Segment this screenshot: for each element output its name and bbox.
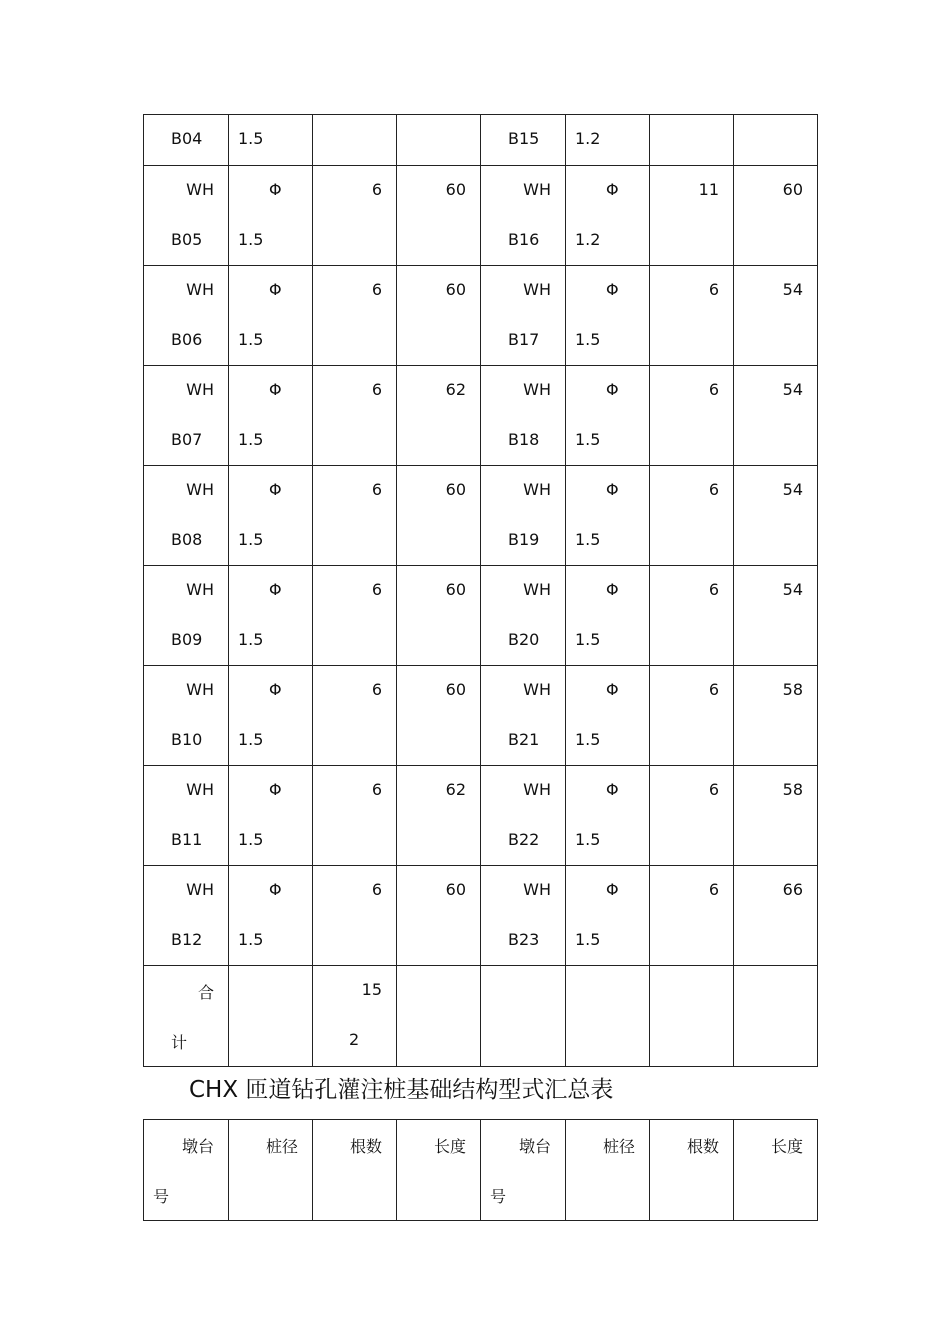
length-value: 54 bbox=[782, 380, 803, 399]
cell-text: 1.5 bbox=[238, 129, 264, 148]
table-cell bbox=[144, 115, 229, 166]
empty-cell bbox=[734, 966, 818, 1067]
phi-symbol: Φ bbox=[269, 380, 282, 399]
table-row bbox=[144, 115, 818, 166]
pier-id-cell bbox=[144, 166, 229, 266]
phi-symbol: Φ bbox=[606, 380, 619, 399]
length-value: 60 bbox=[445, 280, 466, 299]
phi-symbol: Φ bbox=[269, 480, 282, 499]
phi-symbol: Φ bbox=[269, 680, 282, 699]
length-value: 58 bbox=[782, 780, 803, 799]
pier-prefix: WH bbox=[186, 180, 214, 199]
length-value: 54 bbox=[782, 580, 803, 599]
pier-prefix: WH bbox=[523, 380, 551, 399]
header-count-cell: 根数 bbox=[313, 1120, 397, 1221]
pier-id: B19 bbox=[508, 530, 540, 549]
total-count: 15 bbox=[361, 980, 382, 999]
length-cell bbox=[734, 766, 818, 866]
count-value: 6 bbox=[708, 680, 719, 699]
empty-cell bbox=[650, 966, 734, 1067]
table-row bbox=[144, 266, 818, 366]
summary-header-table bbox=[143, 1119, 818, 1221]
pier-id-cell bbox=[481, 166, 566, 266]
length-cell bbox=[734, 466, 818, 566]
diameter-cell bbox=[566, 266, 650, 366]
phi-symbol: Φ bbox=[606, 780, 619, 799]
pier-prefix: WH bbox=[186, 380, 214, 399]
pier-id-cell bbox=[144, 266, 229, 366]
diameter-cell bbox=[566, 366, 650, 466]
length-value: 58 bbox=[782, 680, 803, 699]
length-value: 60 bbox=[445, 680, 466, 699]
length-cell bbox=[734, 666, 818, 766]
count-value: 6 bbox=[371, 880, 382, 899]
diameter-value: 1.5 bbox=[575, 330, 601, 349]
count-value: 6 bbox=[708, 280, 719, 299]
pier-id-cell bbox=[481, 866, 566, 966]
count-value: 6 bbox=[371, 780, 382, 799]
empty-cell bbox=[566, 966, 650, 1067]
header-count-cell: 根数 bbox=[650, 1120, 734, 1221]
count-value: 6 bbox=[708, 780, 719, 799]
table-caption: CHX 匝道钻孔灌注桩基础结构型式汇总表 bbox=[189, 1077, 614, 1103]
table-row bbox=[144, 166, 818, 266]
table-row bbox=[144, 666, 818, 766]
count-cell bbox=[313, 466, 397, 566]
diameter-cell bbox=[566, 466, 650, 566]
pier-prefix: WH bbox=[523, 780, 551, 799]
pier-id: B20 bbox=[508, 630, 540, 649]
diameter-value: 1.5 bbox=[238, 830, 264, 849]
pier-id: B06 bbox=[171, 330, 203, 349]
empty-cell bbox=[229, 966, 313, 1067]
pier-prefix: WH bbox=[523, 280, 551, 299]
pier-prefix: WH bbox=[523, 580, 551, 599]
diameter-value: 1.5 bbox=[575, 930, 601, 949]
table-cell bbox=[650, 115, 734, 166]
count-value: 6 bbox=[708, 480, 719, 499]
pier-id-cell bbox=[481, 566, 566, 666]
pier-id: B17 bbox=[508, 330, 540, 349]
table-row bbox=[144, 866, 818, 966]
pier-id-cell bbox=[481, 266, 566, 366]
diameter-cell bbox=[229, 566, 313, 666]
count-cell bbox=[313, 566, 397, 666]
pier-id-cell bbox=[144, 766, 229, 866]
diameter-cell bbox=[229, 166, 313, 266]
length-value: 66 bbox=[782, 880, 803, 899]
diameter-cell bbox=[229, 466, 313, 566]
table-row bbox=[144, 466, 818, 566]
cell-text: B04 bbox=[171, 129, 203, 148]
table-cell bbox=[229, 115, 313, 166]
length-value: 60 bbox=[782, 180, 803, 199]
length-cell bbox=[397, 866, 481, 966]
length-value: 54 bbox=[782, 480, 803, 499]
count-value: 6 bbox=[708, 880, 719, 899]
table-row bbox=[144, 366, 818, 466]
pier-prefix: WH bbox=[186, 880, 214, 899]
pier-id: B10 bbox=[171, 730, 203, 749]
count-cell bbox=[313, 266, 397, 366]
phi-symbol: Φ bbox=[269, 880, 282, 899]
total-row bbox=[144, 966, 818, 1067]
pier-prefix: WH bbox=[523, 680, 551, 699]
diameter-value: 1.5 bbox=[238, 730, 264, 749]
length-value: 54 bbox=[782, 280, 803, 299]
length-value: 60 bbox=[445, 580, 466, 599]
diameter-cell bbox=[566, 166, 650, 266]
phi-symbol: Φ bbox=[269, 780, 282, 799]
table-cell bbox=[481, 115, 566, 166]
count-cell bbox=[650, 366, 734, 466]
length-value: 60 bbox=[445, 180, 466, 199]
count-cell bbox=[313, 866, 397, 966]
header-length-cell: 长度 bbox=[397, 1120, 481, 1221]
pier-id-cell bbox=[144, 666, 229, 766]
pier-prefix: WH bbox=[523, 480, 551, 499]
length-cell bbox=[397, 666, 481, 766]
length-cell bbox=[734, 266, 818, 366]
length-value: 62 bbox=[445, 380, 466, 399]
count-value: 6 bbox=[371, 580, 382, 599]
pier-prefix: WH bbox=[523, 880, 551, 899]
count-cell bbox=[313, 766, 397, 866]
length-cell bbox=[734, 166, 818, 266]
pier-id: B05 bbox=[171, 230, 203, 249]
count-value: 6 bbox=[371, 180, 382, 199]
table-cell bbox=[397, 115, 481, 166]
length-cell bbox=[734, 866, 818, 966]
diameter-cell bbox=[229, 866, 313, 966]
diameter-value: 1.5 bbox=[238, 430, 264, 449]
table-cell bbox=[566, 115, 650, 166]
length-cell bbox=[734, 566, 818, 666]
pier-id: B23 bbox=[508, 930, 540, 949]
length-cell bbox=[397, 166, 481, 266]
table-row bbox=[144, 766, 818, 866]
count-cell bbox=[650, 466, 734, 566]
total-label: 计 bbox=[171, 1033, 188, 1052]
pier-id-cell bbox=[144, 566, 229, 666]
diameter-value: 1.2 bbox=[575, 230, 601, 249]
pier-prefix: WH bbox=[186, 580, 214, 599]
count-cell bbox=[650, 266, 734, 366]
count-cell bbox=[313, 166, 397, 266]
diameter-value: 1.5 bbox=[238, 530, 264, 549]
length-value: 62 bbox=[445, 780, 466, 799]
header-diameter-cell: 桩径 bbox=[229, 1120, 313, 1221]
pier-id-cell bbox=[144, 866, 229, 966]
empty-cell bbox=[481, 966, 566, 1067]
header-pier-cell: 墩台 号 bbox=[144, 1120, 229, 1221]
diameter-value: 1.5 bbox=[238, 630, 264, 649]
diameter-value: 1.5 bbox=[238, 230, 264, 249]
pier-prefix: WH bbox=[186, 480, 214, 499]
count-cell bbox=[650, 166, 734, 266]
pier-id: B22 bbox=[508, 830, 540, 849]
header-pier-cell: 墩台 号 bbox=[481, 1120, 566, 1221]
diameter-cell bbox=[229, 266, 313, 366]
count-value: 6 bbox=[708, 380, 719, 399]
pier-id: B18 bbox=[508, 430, 540, 449]
length-cell bbox=[397, 566, 481, 666]
pier-id: B12 bbox=[171, 930, 203, 949]
count-value: 6 bbox=[371, 680, 382, 699]
phi-symbol: Φ bbox=[606, 680, 619, 699]
total-count: 2 bbox=[349, 1030, 360, 1049]
length-cell bbox=[397, 466, 481, 566]
table-row bbox=[144, 566, 818, 666]
length-value: 60 bbox=[445, 880, 466, 899]
phi-symbol: Φ bbox=[269, 180, 282, 199]
pier-prefix: WH bbox=[186, 280, 214, 299]
total-label: 合 bbox=[197, 983, 214, 1002]
pile-table bbox=[143, 114, 818, 1067]
diameter-cell bbox=[229, 766, 313, 866]
pier-prefix: WH bbox=[186, 680, 214, 699]
pier-id: B07 bbox=[171, 430, 203, 449]
pier-id: B11 bbox=[171, 830, 203, 849]
length-cell bbox=[397, 266, 481, 366]
phi-symbol: Φ bbox=[606, 580, 619, 599]
diameter-cell bbox=[566, 866, 650, 966]
diameter-cell bbox=[229, 366, 313, 466]
phi-symbol: Φ bbox=[606, 180, 619, 199]
pier-prefix: WH bbox=[523, 180, 551, 199]
header-row bbox=[144, 1120, 818, 1221]
count-value: 6 bbox=[371, 480, 382, 499]
length-cell bbox=[734, 366, 818, 466]
diameter-value: 1.5 bbox=[575, 430, 601, 449]
length-value: 60 bbox=[445, 480, 466, 499]
count-value: 6 bbox=[371, 280, 382, 299]
phi-symbol: Φ bbox=[269, 280, 282, 299]
length-cell bbox=[397, 766, 481, 866]
pier-id-cell bbox=[144, 366, 229, 466]
diameter-value: 1.5 bbox=[575, 530, 601, 549]
pier-prefix: WH bbox=[186, 780, 214, 799]
count-cell bbox=[650, 766, 734, 866]
pier-id: B21 bbox=[508, 730, 540, 749]
diameter-cell bbox=[566, 766, 650, 866]
count-value: 11 bbox=[698, 180, 719, 199]
phi-symbol: Φ bbox=[606, 880, 619, 899]
diameter-value: 1.5 bbox=[238, 930, 264, 949]
diameter-value: 1.5 bbox=[575, 730, 601, 749]
count-cell bbox=[650, 666, 734, 766]
diameter-value: 1.5 bbox=[575, 630, 601, 649]
diameter-cell bbox=[566, 666, 650, 766]
pier-id: B08 bbox=[171, 530, 203, 549]
count-cell bbox=[313, 666, 397, 766]
pier-id-cell bbox=[481, 766, 566, 866]
pier-id-cell bbox=[481, 466, 566, 566]
diameter-cell bbox=[229, 666, 313, 766]
length-cell bbox=[397, 366, 481, 466]
diameter-value: 1.5 bbox=[238, 330, 264, 349]
phi-symbol: Φ bbox=[606, 280, 619, 299]
phi-symbol: Φ bbox=[606, 480, 619, 499]
pier-id: B09 bbox=[171, 630, 203, 649]
cell-text: 1.2 bbox=[575, 129, 601, 148]
header-length-cell: 长度 bbox=[734, 1120, 818, 1221]
table-cell bbox=[734, 115, 818, 166]
pier-id: B16 bbox=[508, 230, 540, 249]
total-count-cell bbox=[313, 966, 397, 1067]
pier-id-cell bbox=[481, 366, 566, 466]
empty-cell bbox=[397, 966, 481, 1067]
pier-id-cell bbox=[144, 466, 229, 566]
count-cell bbox=[650, 866, 734, 966]
table-cell bbox=[313, 115, 397, 166]
total-label-cell bbox=[144, 966, 229, 1067]
pier-id-cell bbox=[481, 666, 566, 766]
count-value: 6 bbox=[371, 380, 382, 399]
count-cell bbox=[313, 366, 397, 466]
header-diameter-cell: 桩径 bbox=[566, 1120, 650, 1221]
count-value: 6 bbox=[708, 580, 719, 599]
phi-symbol: Φ bbox=[269, 580, 282, 599]
count-cell bbox=[650, 566, 734, 666]
cell-text: B15 bbox=[508, 129, 540, 148]
diameter-cell bbox=[566, 566, 650, 666]
diameter-value: 1.5 bbox=[575, 830, 601, 849]
